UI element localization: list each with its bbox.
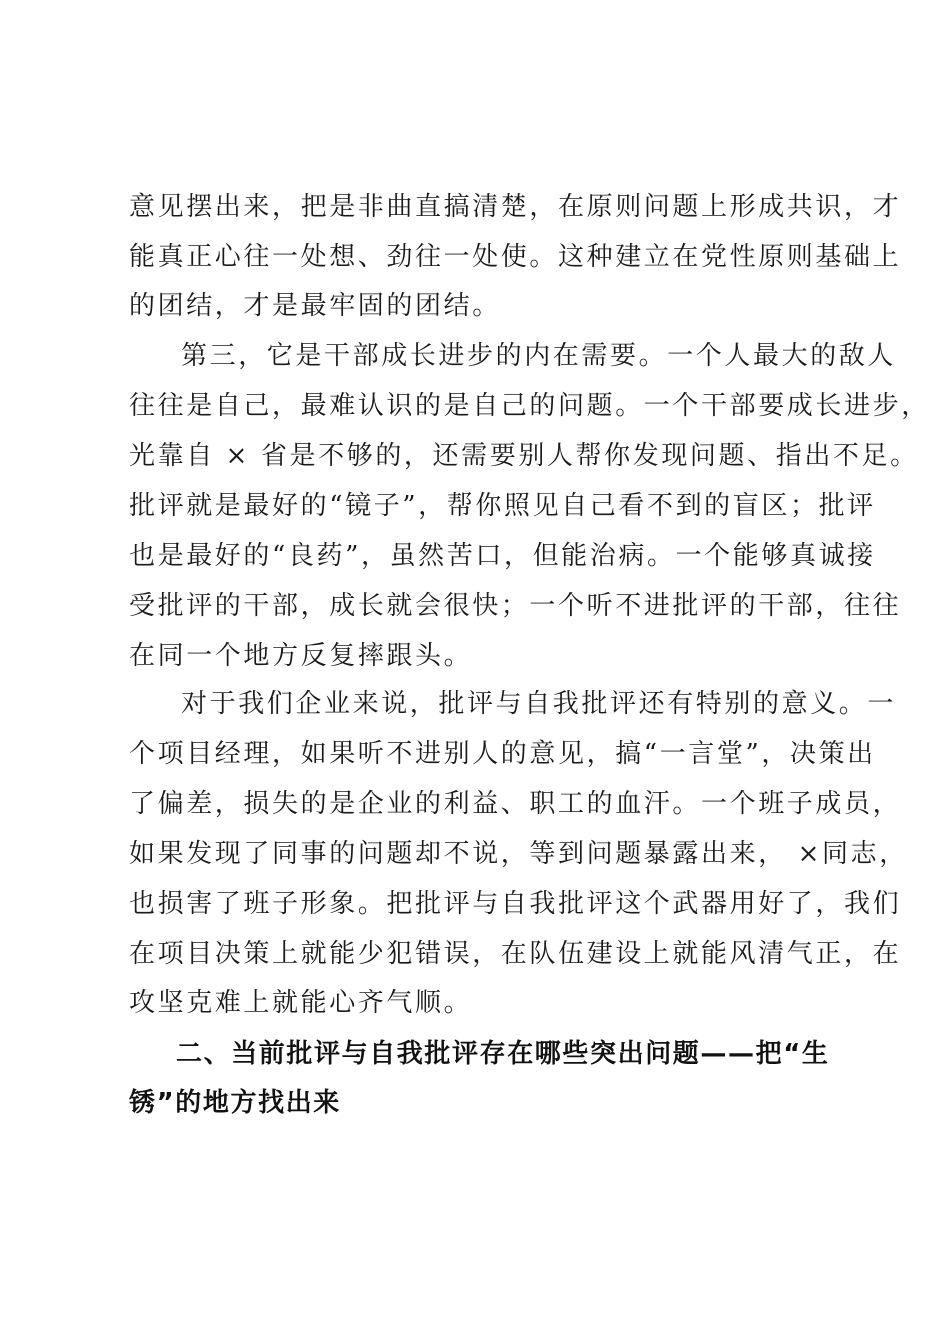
paragraph-line: 能真正心往一处想、劲往一处使。这种建立在党性原则基础上 <box>129 242 902 272</box>
paragraph-line: 也损害了班子形象。把批评与自我批评这个武器用好了，我们 <box>129 889 902 919</box>
paragraph-line: 在项目决策上就能少犯错误，在队伍建设上就能风清气正，在 <box>129 939 902 969</box>
paragraph-line: 批评就是最好的“镜子”，帮你照见自己看不到的盲区；批评 <box>129 491 876 521</box>
paragraph-line: 攻坚克难上就能心齐气顺。 <box>129 988 473 1018</box>
paragraph-line: 的团结，才是最牢固的团结。 <box>129 291 501 321</box>
paragraph-line: 第三，它是干部成长进步的内在需要。一个人最大的敌人 <box>181 341 897 371</box>
paragraph-line: 意见摆出来，把是非曲直搞清楚，在原则问题上形成共识，才 <box>129 192 902 222</box>
section-heading-line: 二、当前批评与自我批评存在哪些突出问题——把“生 <box>176 1039 830 1069</box>
paragraph-line: 在同一个地方反复摔跟头。 <box>129 641 473 671</box>
section-heading-line: 锈”的地方找出来 <box>129 1088 341 1118</box>
paragraph-line: 光靠自 × 省是不够的，还需要别人帮你发现问题、指出不足。 <box>129 441 919 471</box>
paragraph-line: 往往是自己，最难认识的是自己的问题。一个干部要成长进步， <box>129 391 930 421</box>
paragraph-line: 了偏差，损失的是企业的利益、职工的血汗。一个班子成员， <box>129 789 902 819</box>
paragraph-line: 受批评的干部，成长就会很快；一个听不进批评的干部，往往 <box>129 591 902 621</box>
paragraph-line: 如果发现了同事的问题却不说，等到问题暴露出来， ×同志， <box>129 839 908 869</box>
paragraph-line: 对于我们企业来说，批评与自我批评还有特别的意义。一 <box>181 689 897 719</box>
paragraph-line: 个项目经理，如果听不进别人的意见，搞“一言堂”，决策出 <box>129 739 876 769</box>
paragraph-line: 也是最好的“良药”，虽然苦口，但能治病。一个能够真诚接 <box>129 541 876 571</box>
